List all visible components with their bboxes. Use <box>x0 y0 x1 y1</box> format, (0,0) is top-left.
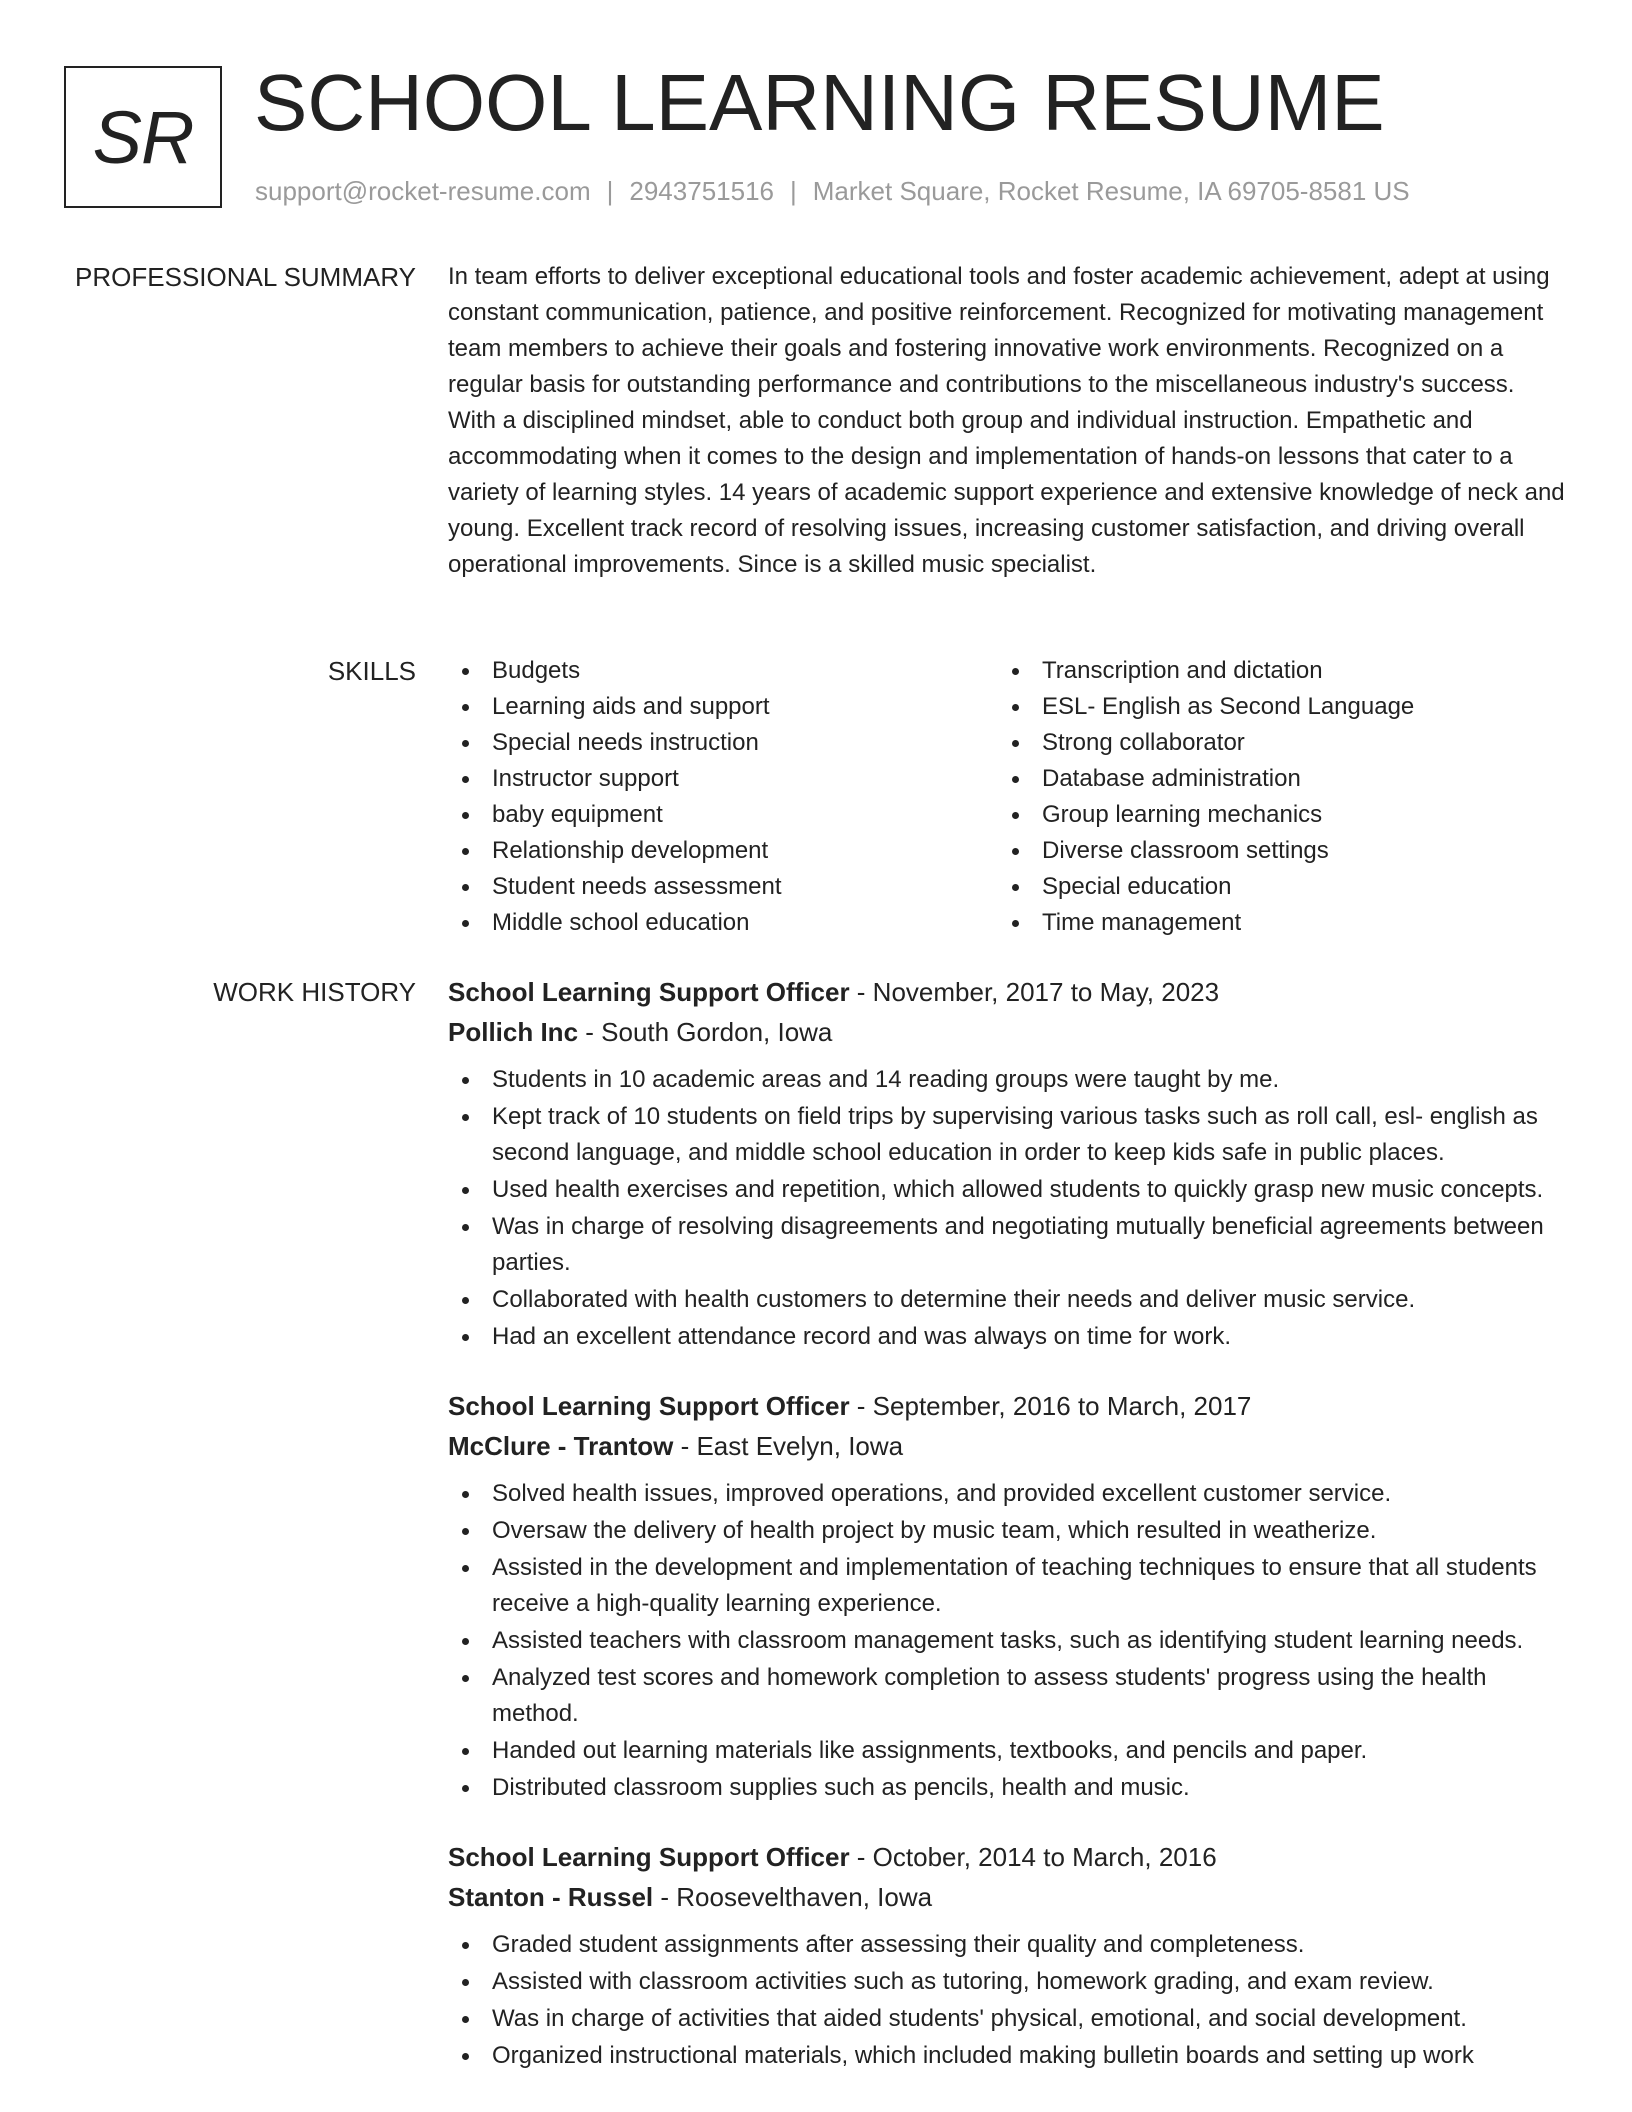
skill-item: Special education <box>998 869 1548 905</box>
skills-columns <box>448 653 1568 941</box>
skills-body <box>448 653 1568 941</box>
skills-label: SKILLS <box>327 656 416 686</box>
skill-item: Transcription and dictation <box>998 653 1548 689</box>
job-dates: - November, 2017 to May, 2023 <box>849 977 1220 1007</box>
work-history-label: WORK HISTORY <box>213 977 416 1007</box>
job-bullet: Distributed classroom supplies such as pencils, health and music. <box>448 1770 1568 1806</box>
skill-item: Student needs assessment <box>448 869 998 905</box>
work-history-body <box>448 972 1568 2105</box>
skill-item: ESL- English as Second Language <box>998 689 1548 725</box>
contact-separator: | <box>606 176 614 206</box>
job-title-line <box>448 1837 1568 1877</box>
skill-item: Relationship development <box>448 833 998 869</box>
skills-list-left <box>448 653 998 941</box>
skill-item: Learning aids and support <box>448 689 998 725</box>
contact-email: support@rocket-resume.com <box>255 176 591 206</box>
job-bullet: Analyzed test scores and homework completion to assess students' progress using the health method. <box>448 1660 1568 1732</box>
job-company-line <box>448 1877 1568 1917</box>
job-company: McClure - Trantow <box>448 1431 674 1461</box>
job-bullet-list <box>448 1476 1568 1806</box>
job-bullet: Was in charge of resolving disagreements and negotiating mutually beneficial agreements between parties. <box>448 1209 1568 1281</box>
job-bullet: Used health exercises and repetition, which allowed students to quickly grasp new music concepts. <box>448 1172 1568 1208</box>
contact-address: Market Square, Rocket Resume, IA 69705-8581 US <box>812 176 1410 206</box>
job-company-line <box>448 1426 1568 1466</box>
job-location: - East Evelyn, Iowa <box>673 1431 904 1461</box>
job-bullet-list <box>448 1062 1568 1355</box>
job-bullet: Graded student assignments after assessing their quality and completeness. <box>448 1927 1568 1963</box>
skill-item: Budgets <box>448 653 998 689</box>
monogram: SR <box>64 66 222 208</box>
job-company: Pollich Inc <box>448 1017 579 1047</box>
job-title: School Learning Support Officer <box>448 977 850 1007</box>
job-bullet-list <box>448 1927 1568 2074</box>
skill-item: Database administration <box>998 761 1548 797</box>
job-bullet: Assisted with classroom activities such as tutoring, homework grading, and exam review. <box>448 1964 1568 2000</box>
job-company: Stanton - Russel <box>448 1882 654 1912</box>
skill-item: Special needs instruction <box>448 725 998 761</box>
job-entry <box>448 1837 1568 2074</box>
job-dates: - October, 2014 to March, 2016 <box>849 1842 1217 1872</box>
skill-item: Diverse classroom settings <box>998 833 1548 869</box>
job-company-line <box>448 1012 1568 1052</box>
job-title-line <box>448 972 1568 1012</box>
contact-separator: | <box>790 176 797 206</box>
job-bullet: Had an excellent attendance record and was always on time for work. <box>448 1319 1568 1355</box>
contact-phone: 2943751516 <box>629 176 774 206</box>
summary-text: In team efforts to deliver exceptional educational tools and foster academic achievement, adept at using constant communication, patience, and positive reinforcement. Recognized for motivating management team members to achieve their goals and fostering innovative work environments. Recognized on a regular basis for outstanding performance and contributions to the miscellaneous industry's success. With a disciplined mindset, able to conduct both group and individual instruction. Empathetic and accommodating when it comes to the design and implementation of hands-on lessons that cater to a variety of learning styles. 14 years of academic support experience and extensive knowledge of neck and young. Excellent track record of resolving issues, increasing customer satisfaction, and driving overall operational improvements. Since is a skilled music specialist. <box>448 263 1565 578</box>
job-title-line <box>448 1386 1568 1426</box>
skill-item: Group learning mechanics <box>998 797 1548 833</box>
job-bullet: Solved health issues, improved operations, and provided excellent customer service. <box>448 1476 1568 1512</box>
job-title: School Learning Support Officer <box>448 1842 850 1872</box>
skill-item: Middle school education <box>448 905 998 941</box>
skill-item: Time management <box>998 905 1548 941</box>
job-entry <box>448 1386 1568 1806</box>
job-bullet: Students in 10 academic areas and 14 reading groups were taught by me. <box>448 1062 1568 1098</box>
summary-body <box>448 259 1568 583</box>
job-bullet: Was in charge of activities that aided students' physical, emotional, and social development. <box>448 2001 1568 2037</box>
skill-item: Strong collaborator <box>998 725 1548 761</box>
job-bullet: Kept track of 10 students on field trips by supervising various tasks such as roll call, esl- english as second language, and middle school education in order to keep kids safe in public places. <box>448 1099 1568 1171</box>
skill-item: baby equipment <box>448 797 998 833</box>
job-location: - South Gordon, Iowa <box>578 1017 833 1047</box>
job-title: School Learning Support Officer <box>448 1391 850 1421</box>
job-bullet: Collaborated with health customers to determine their needs and deliver music service. <box>448 1282 1568 1318</box>
job-location: - Roosevelthaven, Iowa <box>653 1882 933 1912</box>
skill-item: Instructor support <box>448 761 998 797</box>
job-dates: - September, 2016 to March, 2017 <box>849 1391 1252 1421</box>
job-bullet: Organized instructional materials, which included making bulletin boards and setting up work <box>448 2038 1568 2074</box>
skills-list-right <box>998 653 1548 941</box>
job-entry <box>448 972 1568 1355</box>
resume-title: SCHOOL LEARNING RESUME <box>254 58 1385 147</box>
job-bullet: Assisted in the development and implementation of teaching techniques to ensure that all students receive a high-quality learning experience. <box>448 1550 1568 1622</box>
job-bullet: Oversaw the delivery of health project by music team, which resulted in weatherize. <box>448 1513 1568 1549</box>
job-bullet: Assisted teachers with classroom management tasks, such as identifying student learning needs. <box>448 1623 1568 1659</box>
summary-label: PROFESSIONAL SUMMARY <box>75 262 416 292</box>
contact-line <box>255 174 1410 208</box>
job-bullet: Handed out learning materials like assignments, textbooks, and pencils and paper. <box>448 1733 1568 1769</box>
